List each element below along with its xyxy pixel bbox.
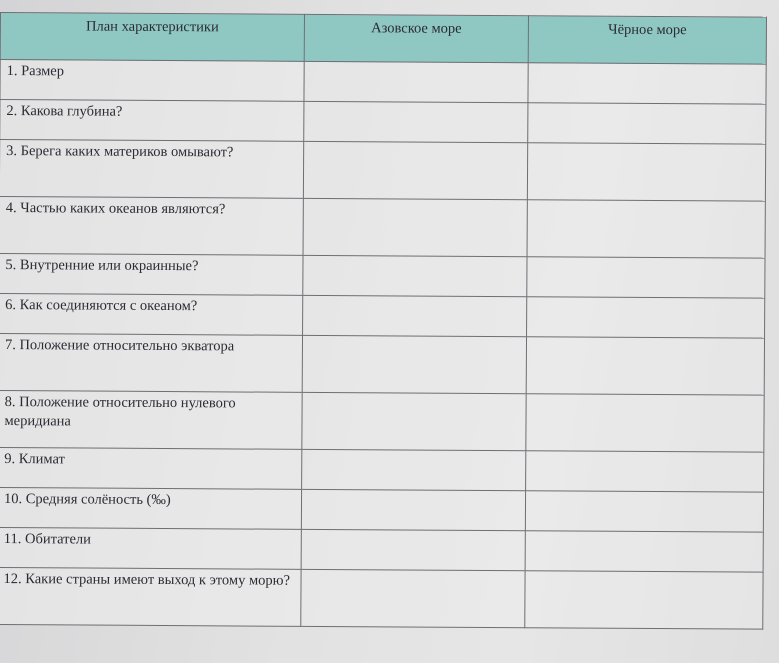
- azov-answer-cell[interactable]: [302, 335, 526, 393]
- black-sea-answer-cell[interactable]: [526, 394, 764, 452]
- black-sea-answer-cell[interactable]: [526, 451, 764, 492]
- header-black-sea: Чёрное море: [528, 16, 766, 64]
- table-row: [0, 527, 763, 572]
- black-sea-answer-cell[interactable]: [528, 103, 766, 144]
- table-row: [0, 140, 766, 202]
- black-sea-answer-cell[interactable]: [527, 257, 765, 298]
- row-question: 1. Размер: [0, 60, 304, 102]
- header-plan: План характеристики: [0, 13, 304, 62]
- table-row: [0, 333, 765, 395]
- azov-answer-cell[interactable]: [302, 392, 526, 450]
- black-sea-answer-cell[interactable]: [527, 297, 765, 338]
- black-sea-answer-cell[interactable]: [525, 491, 763, 532]
- black-sea-answer-cell[interactable]: [527, 143, 765, 201]
- table-row: [0, 100, 766, 145]
- row-question: 12. Какие страны имеют выход к этому морю?: [0, 567, 301, 626]
- azov-answer-cell[interactable]: [304, 61, 528, 102]
- black-sea-answer-cell[interactable]: [528, 63, 766, 104]
- black-sea-answer-cell[interactable]: [525, 571, 763, 629]
- azov-answer-cell[interactable]: [301, 569, 525, 627]
- row-question: 2. Какова глубина?: [0, 100, 304, 142]
- row-question: 4. Частью каких океанов являются?: [0, 196, 303, 255]
- row-question: 9. Климат: [0, 447, 302, 489]
- black-sea-answer-cell[interactable]: [525, 531, 763, 572]
- row-question: 11. Обитатели: [0, 527, 301, 569]
- table-row: [0, 567, 763, 629]
- azov-answer-cell[interactable]: [301, 489, 525, 530]
- black-sea-answer-cell[interactable]: [527, 200, 765, 258]
- row-question: 6. Как соединяются с океаном?: [0, 293, 303, 335]
- row-question: 3. Берега каких материков омывают?: [0, 140, 304, 199]
- azov-answer-cell[interactable]: [301, 529, 525, 570]
- header-azov-sea: Азовское море: [304, 14, 528, 62]
- row-question: 8. Положение относительно нулевого меридиана: [0, 390, 302, 449]
- table-row: [0, 487, 764, 532]
- table-row: [0, 60, 766, 105]
- sea-characteristics-table: [0, 12, 767, 630]
- azov-answer-cell[interactable]: [302, 449, 526, 490]
- row-question: 7. Положение относительно экватора: [0, 333, 303, 392]
- table-row: [0, 293, 765, 338]
- azov-answer-cell[interactable]: [303, 141, 527, 199]
- table-row: [0, 390, 764, 452]
- table-row: [0, 447, 764, 492]
- row-question: 10. Средняя солёность (‰): [0, 487, 302, 529]
- azov-answer-cell[interactable]: [303, 295, 527, 336]
- table-row: [0, 253, 765, 298]
- table-row: [0, 196, 765, 258]
- row-question: 5. Внутренние или окраинные?: [0, 253, 303, 295]
- header-row: [0, 13, 766, 65]
- azov-answer-cell[interactable]: [303, 255, 527, 296]
- azov-answer-cell[interactable]: [304, 101, 528, 142]
- azov-answer-cell[interactable]: [303, 198, 527, 256]
- black-sea-answer-cell[interactable]: [526, 337, 764, 395]
